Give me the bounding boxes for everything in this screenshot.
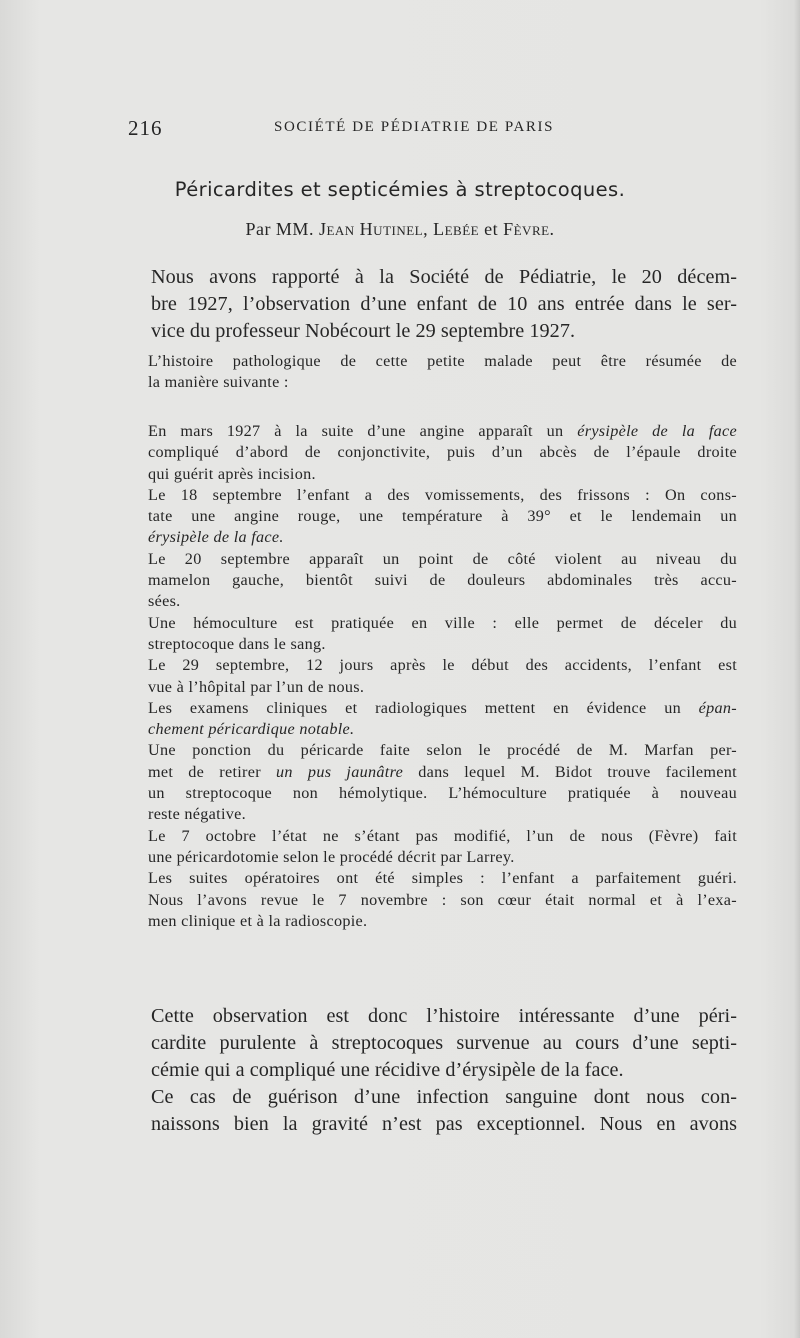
text-line: Le 29 septembre, 12 jours après le début des accidents, l’enfant est xyxy=(148,656,737,675)
text-line: Une ponction du péricarde faite selon le procédé de M. Marfan per- xyxy=(148,741,737,760)
case-paragraph-outcome xyxy=(131,868,737,932)
text-line xyxy=(131,698,737,719)
text-line: L’histoire pathologique de cette petite malade peut être résumée de xyxy=(148,352,737,370)
intro-summary-paragraph xyxy=(131,351,737,394)
text-segment: Les examens cliniques et radiologiques mettent en évidence un xyxy=(148,698,699,717)
text-line xyxy=(131,762,737,783)
text-line: reste négative. xyxy=(148,805,246,824)
case-paragraph-ponction xyxy=(131,740,737,825)
text-line: men clinique et à la radioscopie. xyxy=(148,911,368,930)
conclusion-paragraph-2 xyxy=(131,1084,737,1138)
text-line: Nous l’avons revue le 7 novembre : son cœur était normal et à l’exa- xyxy=(148,890,737,909)
case-paragraph-exams xyxy=(131,698,737,741)
text-line: cardite purulente à streptocoques survenue au cours d’une septi- xyxy=(151,1032,737,1054)
case-paragraph-hemoculture xyxy=(131,613,737,656)
case-paragraph-sept18 xyxy=(131,485,737,549)
conclusion-paragraph-1 xyxy=(131,1003,737,1084)
intro-paragraph xyxy=(131,264,737,345)
text-line: bre 1927, l’observation d’une enfant de 10 ans entrée dans le ser- xyxy=(151,293,737,315)
text-line: tate une angine rouge, une température à 39° et le lendemain un xyxy=(148,507,737,526)
case-paragraph-sept20 xyxy=(131,549,737,613)
text-line: la manière suivante : xyxy=(148,373,289,392)
text-line: Le 18 septembre l’enfant a des vomissements, des frissons : On cons- xyxy=(148,485,737,504)
italic-term: un pus jaunâtre xyxy=(276,762,404,781)
text-segment: En mars 1927 à la suite d’une angine apparaît un xyxy=(148,422,578,440)
page-number: 216 xyxy=(128,116,163,140)
text-line: cémie qui a compliqué une récidive d’érysipèle de la face. xyxy=(151,1059,624,1081)
case-paragraph-sept29 xyxy=(131,655,737,698)
text-line: vue à l’hôpital par l’un de nous. xyxy=(148,677,365,696)
text-line: Nous avons rapporté à la Société de Pédiatrie, le 20 décem- xyxy=(151,266,737,288)
text-line xyxy=(131,421,737,442)
text-line: sées. xyxy=(148,592,181,611)
text-line: vice du professeur Nobécourt le 29 septembre 1927. xyxy=(151,320,576,342)
journal-title: SOCIÉTÉ DE PÉDIATRIE DE PARIS xyxy=(274,119,555,135)
italic-term: épan- xyxy=(698,698,737,717)
text-line: Les suites opératoires ont été simples : l’enfant a parfaitement guéri. xyxy=(148,869,737,888)
text-line: Ce cas de guérison d’une infection sanguine dont nous con- xyxy=(151,1086,737,1108)
author-hutinel: Jean Hutinel, xyxy=(318,219,429,239)
text-line: une péricardotomie selon le procédé décrit par Larrey. xyxy=(148,847,515,866)
italic-term: érysipèle de la face. xyxy=(148,528,284,547)
article-title: Péricardites et septicémies à streptocoques. xyxy=(174,178,626,201)
italic-term: érysipèle de la face xyxy=(577,422,737,440)
authors-prefix: Par MM. xyxy=(245,219,314,239)
text-line: streptocoque dans le sang. xyxy=(148,634,326,653)
author-lebee: Lebée xyxy=(433,219,480,239)
authors-and: et xyxy=(484,219,499,239)
running-head xyxy=(128,116,740,140)
text-line xyxy=(131,527,737,548)
conclusion xyxy=(131,1003,737,1138)
text-line: compliqué d’abord de conjonctivite, puis d’un abcès de l’épaule droite xyxy=(148,443,737,462)
italic-term: chement péricardique notable. xyxy=(148,720,355,739)
authors-line xyxy=(0,219,800,240)
text-line: un streptocoque non hémolytique. L’hémoculture pratiquée à nouveau xyxy=(148,784,737,803)
text-line: Le 20 septembre apparaît un point de côté violent au niveau du xyxy=(148,549,737,568)
text-line: qui guérit après incision. xyxy=(148,464,316,483)
text-line: Cette observation est donc l’histoire intéressante d’une péri- xyxy=(151,1005,737,1027)
text-line: Le 7 octobre l’état ne s’étant pas modifié, l’un de nous (Fèvre) fait xyxy=(148,826,737,845)
text-line: naissons bien la gravité n’est pas exceptionnel. Nous en avons xyxy=(151,1113,737,1135)
text-line xyxy=(131,719,737,740)
text-segment: dans lequel M. Bidot trouve facilement xyxy=(403,762,737,781)
case-paragraph-oct7 xyxy=(131,826,737,869)
case-paragraph-march xyxy=(131,421,737,485)
case-history xyxy=(131,421,737,932)
text-segment: met de retirer xyxy=(148,762,277,781)
text-line: mamelon gauche, bientôt suivi de douleurs abdominales très accu- xyxy=(148,571,737,590)
text-line: Une hémoculture est pratiquée en ville : elle permet de déceler du xyxy=(148,613,737,632)
author-fevre: Fèvre. xyxy=(503,219,555,239)
